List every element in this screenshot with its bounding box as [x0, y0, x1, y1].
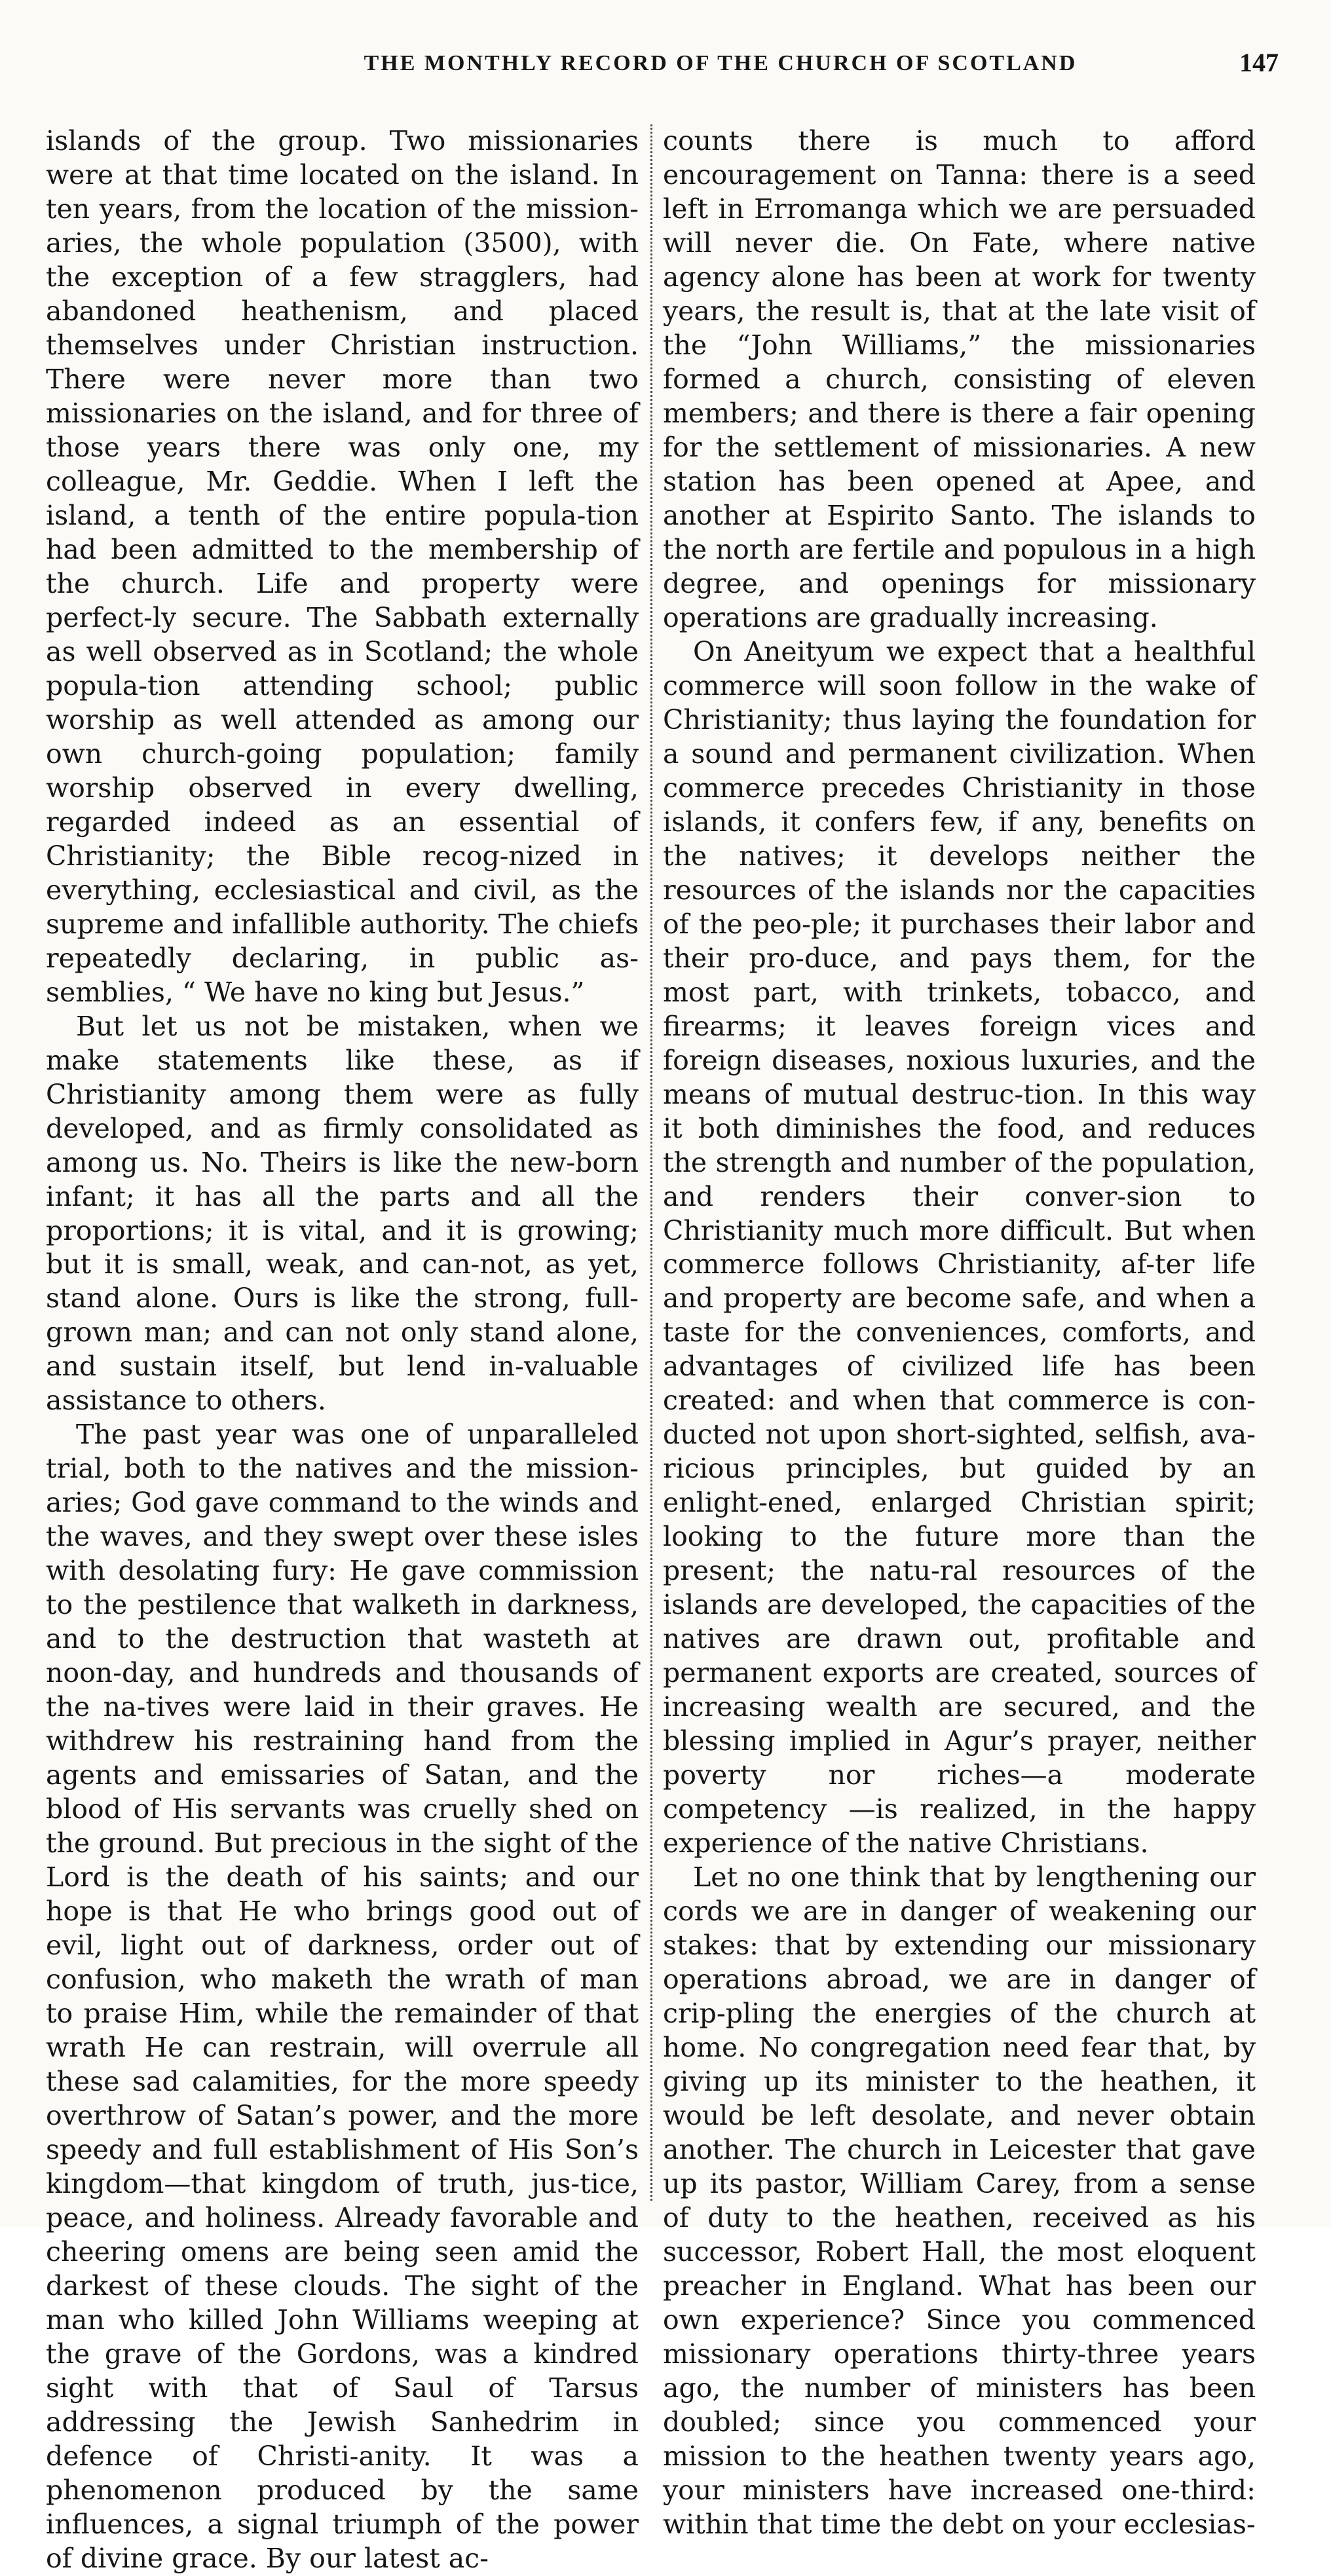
- paragraph: The past year was one of unparalleled trial, both to the natives and the mission-aries; God gave command to the winds and the waves, and they swept over these isles with desolating fury: He gave commission to the pestilence that walketh in darkness, and to the destruction that wasteth at noon-day, and hundreds and thousands of the na-tives were laid in their graves. He withdrew his restraining hand from the agents and emissaries of Satan, and the blood of His servants was cruelly shed on the ground. But precious in the sight of the Lord is the death of his saints; and our hope is that He who brings good out of evil, light out of darkness, order out of confusion, who maketh the wrath of man to praise Him, while the remainder of that wrath He can restrain, will overrule all these sad calamities, for the more speedy overthrow of Satan’s power, and the more speedy and full establishment of His Son’s kingdom—that kingdom of truth, jus-tice, peace, and holiness. Already favorable and cheering omens are being seen amid the darkest of these clouds. The sight of the man who killed John Williams weeping at the grave of the Gordons, was a kindred sight with that of Saul of Tarsus addressing the Jewish Sanhedrim in defence of Christi-anity. It was a phenomenon produced by the same influences, a signal triumph of the power of divine grace. By our latest ac-: [46, 1419, 639, 2574]
- paragraph: counts there is much to afford encouragement on Tanna: there is a seed left in Erromanga which we are persuaded will never die. On Fate, where native agency alone has been at work for twenty years, the result is, that at the late visit of the “John Williams,” the missionaries formed a church, consisting of eleven members; and there is there a fair opening for the settlement of missionaries. A new station has been opened at Apee, and another at Espirito Santo. The islands to the north are fertile and populous in a high degree, and openings for missionary operations are gradually increasing.: [663, 125, 1256, 633]
- left-column: [46, 124, 639, 2574]
- page-number: 147: [1239, 48, 1279, 77]
- column-divider: [650, 124, 652, 2201]
- paragraph: But let us not be mistaken, when we make statements like these, as if Christianity among them were as fully developed, and as firmly consolidated as among us. No. Theirs is like the new-born infant; it has all the parts and all the proportions; it is vital, and it is growing; but it is small, weak, and can-not, as yet, stand alone. Ours is like the strong, full-grown man; and can not only stand alone, and sustain itself, but lend in-valuable assistance to others.: [46, 1010, 639, 1417]
- right-column: [663, 124, 1256, 2540]
- paragraph: On Aneityum we expect that a healthful commerce will soon follow in the wake of Christianity; thus laying the foundation for a sound and permanent civilization. When commerce precedes Christianity in those islands, it confers few, if any, benefits on the natives; it develops neither the resources of the islands nor the capacities of the peo-ple; it purchases their labor and their pro-duce, and pays them, for the most part, with trinkets, tobacco, and firearms; it leaves foreign vices and foreign diseases, noxious luxuries, and the means of mutual destruc-tion. In this way it both diminishes the food, and reduces the strength and number of the population, and renders their conver-sion to Christianity much more difficult. But when commerce follows Christianity, af-ter life and property are become safe, and when a taste for the conveniences, comforts, and advantages of civilized life has been created: and when that commerce is con-ducted not upon short-sighted, selfish, ava-ricious principles, but guided by an enlight-ened, enlarged Christian spirit; looking to the future more than the present; the natu-ral resources of the islands are developed, the capacities of the natives are drawn out, profitable and permanent exports are created, sources of increasing wealth are secured, and the blessing implied in Agur’s prayer, neither poverty nor riches—a moderate competency —is realized, in the happy experience of the native Christians.: [663, 635, 1256, 1859]
- paragraph: islands of the group. Two missionaries were at that time located on the island. In ten years, from the location of the mission-aries, the whole population (3500), with the exception of a few stragglers, had abandoned heathenism, and placed themselves under Christian instruction. There were never more than two missionaries on the island, and for three of those years there was only one, my colleague, Mr. Geddie. When I left the island, a tenth of the entire popula-tion had been admitted to the membership of the church. Life and property were perfect-ly secure. The Sabbath externally as well observed as in Scotland; the whole popula-tion attending school; public worship as well attended as among our own church-going population; family worship observed in every dwelling, regarded indeed as an essential of Christianity; the Bible recog-nized in everything, ecclesiastical and civil, as the supreme and infallible authority. The chiefs repeatedly declaring, in public as-semblies, “ We have no king but Jesus.”: [46, 125, 639, 1008]
- running-header: THE MONTHLY RECORD OF THE CHURCH OF SCOTLAND: [364, 51, 1078, 75]
- paragraph: Let no one think that by lengthening our cords we are in danger of weakening our stakes: that by extending our missionary operations abroad, we are in danger of crip-pling the energies of the church at home. No congregation need fear that, by giving up its minister to the heathen, it would be left desolate, and never obtain another. The church in Leicester that gave up its pastor, William Carey, from a sense of duty to the heathen, received as his successor, Robert Hall, the most eloquent preacher in England. What has been our own experience? Since you commenced missionary operations thirty-three years ago, the number of ministers has been doubled; since you commenced your mission to the heathen twenty years ago, your ministers have increased one-third: within that time the debt on your ecclesias-: [663, 1861, 1256, 2540]
